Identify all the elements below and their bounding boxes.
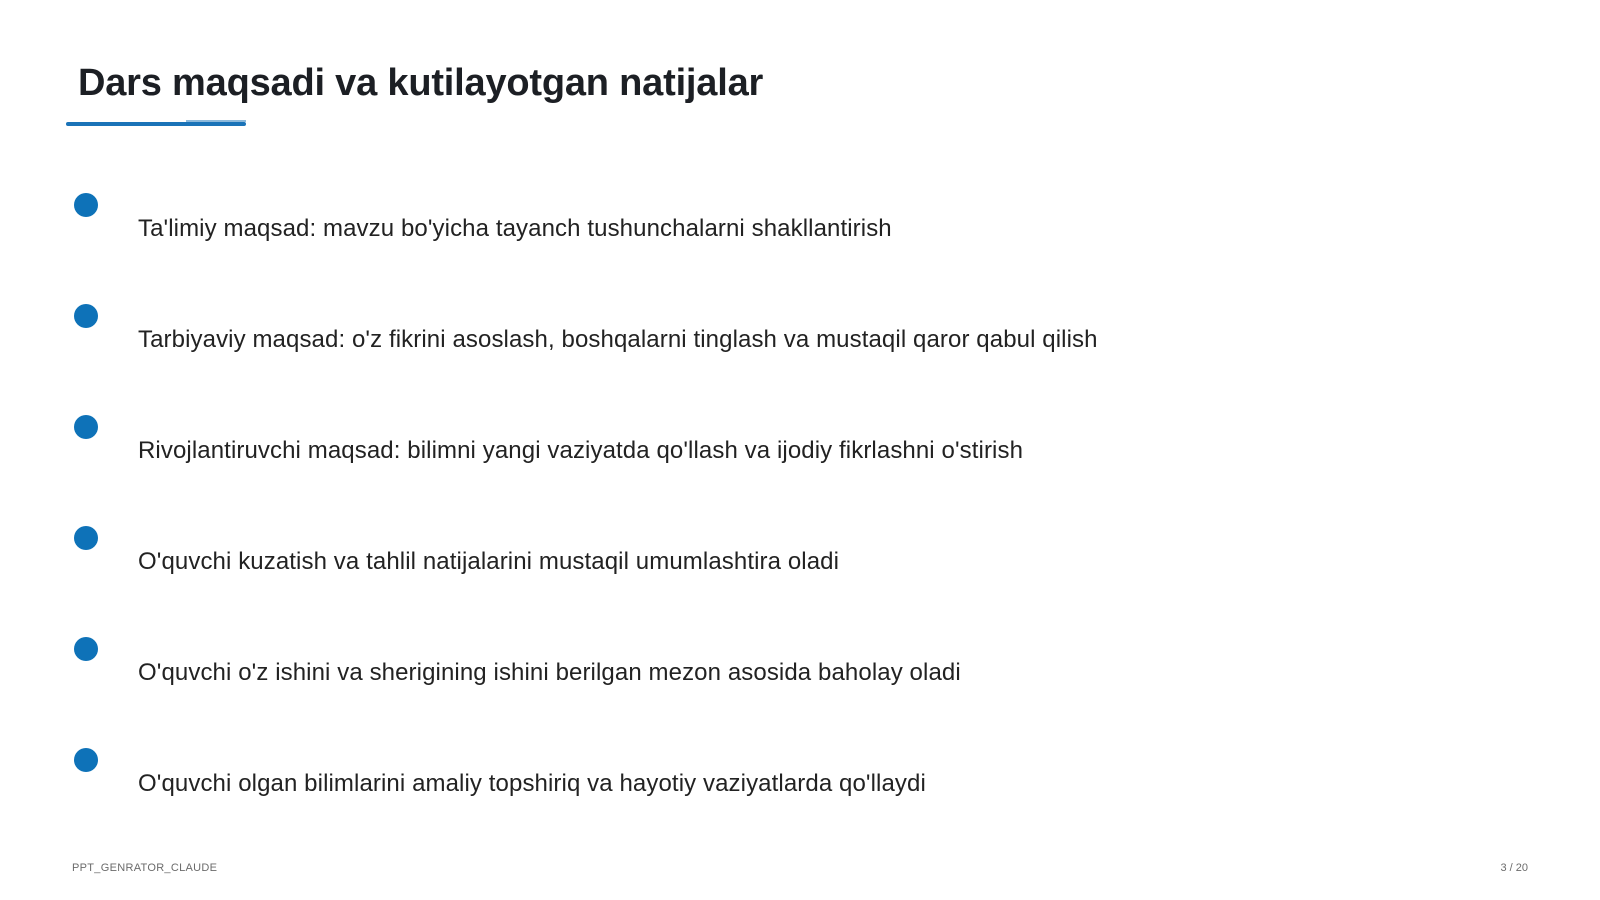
- page-number: 3 / 20: [1500, 862, 1528, 874]
- bullet-text: O'quvchi olgan bilimlarini amaliy topshiriq va hayotiy vaziyatlarda qo'llaydi: [138, 770, 926, 797]
- list-item: [72, 748, 1472, 808]
- list-item: [72, 415, 1472, 475]
- bullet-dot-icon: [74, 193, 98, 217]
- bullet-text: O'quvchi kuzatish va tahlil natijalarini mustaqil umumlashtira oladi: [138, 548, 840, 575]
- bullet-dot-icon: [74, 748, 98, 772]
- bullet-text: Ta'limiy maqsad: mavzu bo'yicha tayanch tushunchalarni shakllantirish: [138, 215, 892, 242]
- bullet-text: O'quvchi o'z ishini va sherigining ishini berilgan mezon asosida baholay oladi: [138, 659, 961, 686]
- list-item: [72, 526, 1472, 586]
- bullet-dot-icon: [74, 637, 98, 661]
- list-item: [72, 304, 1472, 364]
- footer-source: PPT_GENRATOR_CLAUDE: [72, 862, 218, 874]
- list-item: [72, 193, 1472, 253]
- bullet-text: Rivojlantiruvchi maqsad: bilimni yangi vaziyatda qo'llash va ijodiy fikrlashni o'stirish: [138, 437, 1024, 464]
- slide-title: Dars maqsadi va kutilayotgan natijalar: [78, 62, 764, 104]
- bullet-text: Tarbiyaviy maqsad: o'z fikrini asoslash, boshqalarni tinglash va mustaqil qaror qabul qilish: [138, 326, 1098, 353]
- bullet-dot-icon: [74, 415, 98, 439]
- bullet-dot-icon: [74, 304, 98, 328]
- list-item: [72, 637, 1472, 697]
- bullet-dot-icon: [74, 526, 98, 550]
